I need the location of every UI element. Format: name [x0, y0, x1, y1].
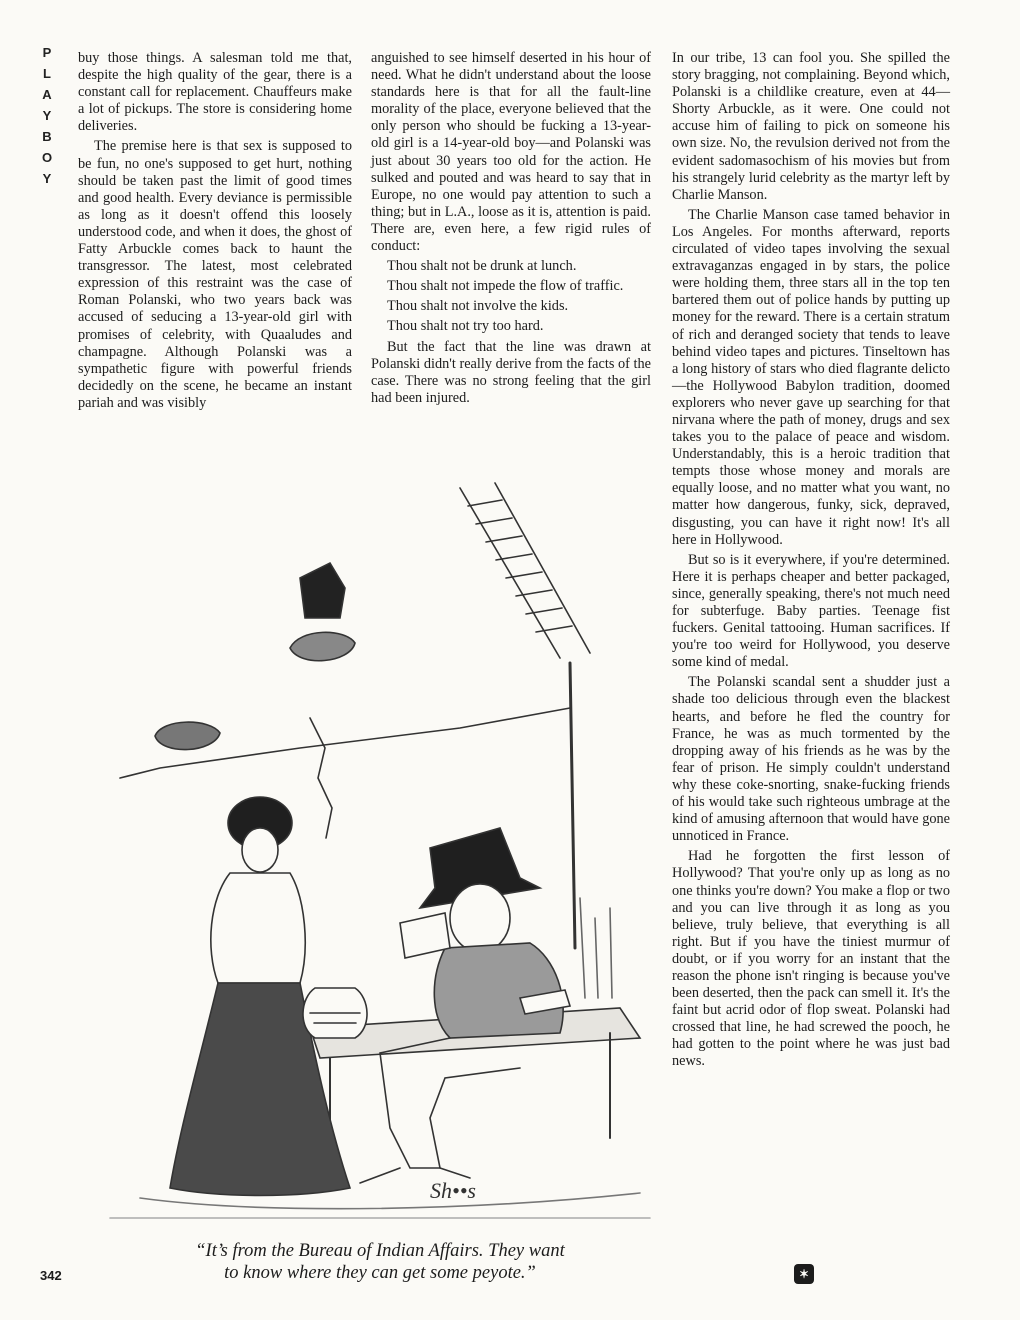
- running-head-letter: L: [43, 66, 51, 81]
- paragraph: But the fact that the line was drawn at Polanski didn't really derive from the facts of the case. There was no strong feeling that the girl had been injured.: [371, 338, 651, 406]
- text-column-2: [371, 50, 651, 410]
- running-head-playboy: [36, 42, 58, 189]
- running-head-letter: Y: [42, 108, 52, 123]
- rule-of-conduct: Thou shalt not be drunk at lunch.: [387, 258, 577, 275]
- paragraph: Had he forgotten the first lesson of Hollywood? That you're only up as long as no one thinks you're down? You make a flop or two and you can live through it as long as you believe, truly believe, that everything is all right. But if you have the tiniest murmur of doubt, or if you worry for an instant that the reason the phone isn't ringing is because you've been deserted, then the pack can smell it. It's the faint but acrid odor of flop sweat. Polanski had crossed that line, he had screwed the pooch, he had gotten to the point where he was just bad news.: [672, 848, 950, 1070]
- paragraph: anguished to see himself deserted in his hour of need. What he didn't understand about the loose standards here is that for all the fault-line morality of the place, everyone believed that the only person who should be fucking a 13-year-old girl is a 14-year-old boy—and Polanski was just about 30 years too old for the action. He sulked and pouted and was heard to say that in Europe, no one would pay attention to such a thing; but in L.A., loose as it is, attention is paid. There are, even here, a few rigid rules of conduct:: [371, 50, 651, 255]
- running-head-letter: O: [41, 150, 53, 165]
- running-head-letter: B: [42, 129, 52, 144]
- cartoon-illustration: [100, 478, 660, 1238]
- bunny-logo-icon: ✶: [794, 1264, 814, 1284]
- rule-of-conduct: Thou shalt not try too hard.: [387, 318, 544, 335]
- cartoonist-signature: Sh••s: [430, 1178, 476, 1203]
- paragraph: In our tribe, 13 can fool you. She spilled the story bragging, not complaining. Beyond which, Polanski is a childlike creature, even at 44—Shorty Arbuckle, as it were. One could not accuse him of failing to pick on someone his own size. No, the revulsion derived not from the evident sadomasochism of his movies but from his strangely lurid celebrity as the martyr left by Charlie Manson.: [672, 50, 950, 203]
- page-number: 342: [40, 1268, 62, 1283]
- paragraph: The Charlie Manson case tamed behavior in Los Angeles. For months afterward, reports circulated of video tapes involving the sexual extravaganzas engaged in by stars, the police were holding them, three stars all in the top ten bartered them out of police hands by putting up money for the reward. There is a certain stratum of rich and deranged society that tends to leave behind video tapes and pictures. Tinseltown has a long history of stars who died flagrante delicto—the Hollywood Babylon tradition, doomed explorers who never gave up searching for that nirvana where the path of money, drugs and sex takes you to the palace of peace and wisdom. Understandably, this is a heroic tradition that tempts those whose money and morals are equally loose, and no matter what you want, no matter how dangerous, funky, sick, depraved, disgusting, you can have it right now! It's all here in Hollywood.: [672, 206, 950, 548]
- running-head-letter: Y: [42, 171, 52, 186]
- caption-line: “It’s from the Bureau of Indian Affairs. They want: [195, 1241, 565, 1261]
- cartoon-caption: [140, 1240, 620, 1284]
- running-head-letter: P: [42, 45, 52, 60]
- paragraph: But so is it everywhere, if you're determined. Here it is perhaps cheaper and better packaged, since, generally speaking, there's not much need for subterfuge. Baby parties. Teenage fist fuckers. Genital tattooing. Human sacrifices. If you're too weird for Hollywood, you deserve some kind of medal.: [672, 551, 950, 671]
- rule-of-conduct: Thou shalt not involve the kids.: [387, 298, 569, 315]
- text-column-3: [672, 50, 950, 1074]
- paragraph: buy those things. A salesman told me that, despite the high quality of the gear, there is a constant call for replacement. Chauffeurs make a lot of pickups. The store is considering home deliveries.: [78, 50, 352, 135]
- running-head-letter: A: [42, 87, 52, 102]
- paragraph: The premise here is that sex is supposed to be fun, no one's supposed to get hurt, nothing should be taken past the limit of good times and good health. Every deviance is permissible as long as it doesn't offend this loosely understood code, and when it does, the ghost of Fatty Arbuckle comes back to haunt the transgressor. The latest, most celebrated expression of this restraint was the case of Roman Polanski, who two years back was accused of seducing a 13-year-old girl with promises of celebrity, with Quaaludes and champagne. Although Polanski was a sympathetic figure with powerful friends decidedly on the scene, he became an instant pariah and was visibly: [78, 138, 352, 411]
- text-column-1: [78, 50, 352, 415]
- caption-line: to know where they can get some peyote.”: [224, 1263, 536, 1283]
- rule-of-conduct: Thou shalt not impede the flow of traffic.: [387, 278, 624, 295]
- paragraph: The Polanski scandal sent a shudder just a shade too delicious through even the blackest hearts, and before he fled the country for France, he was as much tormented by the dropping away of his friends as he was by the fear of prison. He simply couldn't understand why these coke-snorting, snake-fucking friends of his would take such righteous umbrage at the kind of amusing afternoon that would have gone unnoticed in France.: [672, 674, 950, 845]
